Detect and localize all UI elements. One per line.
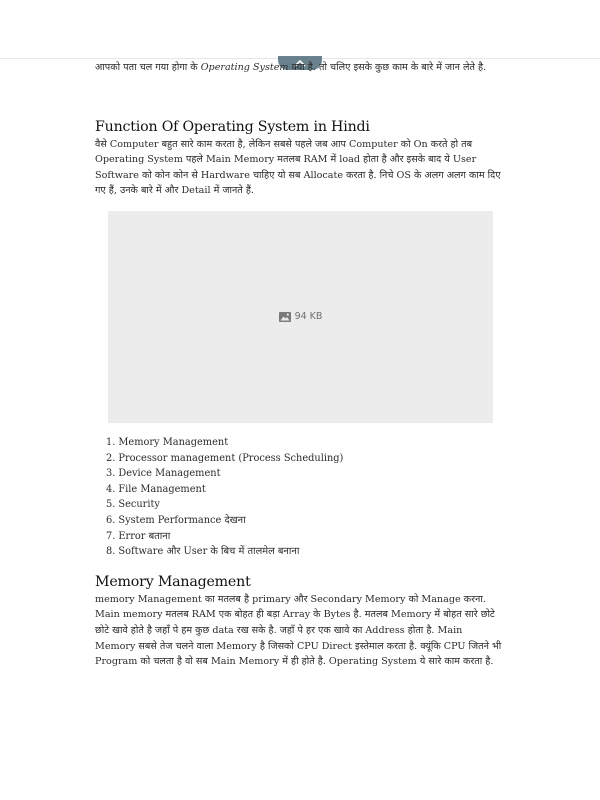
list-item (106, 529, 505, 545)
list-item-number: 6. (106, 514, 116, 526)
list-item (106, 497, 505, 513)
intro-text-prefix: आपको पता चल गया होगा के (95, 62, 201, 73)
list-item-label: Device Management (118, 468, 221, 480)
image-size-label: 94 KB (294, 311, 323, 323)
section-heading-memory: Memory Management (95, 573, 251, 590)
section-heading-function: Function Of Operating System in Hindi (95, 118, 370, 135)
list-item-number: 1. (106, 436, 116, 448)
list-item (106, 435, 505, 451)
intro-emphasis: Operating System (200, 62, 289, 73)
functions-list (95, 435, 505, 560)
list-item (106, 544, 505, 560)
list-item (106, 466, 505, 482)
intro-paragraph (95, 60, 505, 76)
memory-paragraph: memory Management का मतलब है primary और Secondary Memory को Manage करना. Main memory मतलब RAM एक बोहत ही बड़ा Array के Bytes है. मतलब Memory में बोहत सारे छोटे छोटे खावे होते है जहाँ पे हम कुछ data रख सके है. जहाँ पे हर एक खावे का Address होता है. Main Memory सबसे तेज चलने वाला Memory है जिसको CPU Direct इस्तेमाल करता है. क्यूंकि CPU जितने भी Program को चलता है वो सब Main Memory में ही होते है. Operating System ये सारे काम करता है. (95, 593, 502, 668)
list-item-label: Memory Management (118, 436, 229, 448)
image-placeholder[interactable] (108, 211, 493, 423)
intro-text-suffix: क्या है. तो चलिए इसके कुछ काम के बारे में जान लेते है. (288, 62, 487, 73)
list-item-label: File Management (118, 483, 206, 495)
list-item-label: Security (118, 499, 160, 511)
function-paragraph: वैसे Computer बहुत सारे काम करता है, लेकिन सबसे पहले जब आप Computer को On करते हो तब Operating System पहले Main Memory मतलब RAM में load होता है और इसके बाद ये User Software को कोन कोन से Hardware चाहिए यो सब Allocate करता है. निचे OS के अलग अलग काम दिए गए हैं, उनके बारे में और Detail में जानते हैं. (95, 138, 501, 197)
list-item (106, 482, 505, 498)
list-item-label: Software और User के बिच में तालमेल बनाना (118, 546, 300, 558)
list-item (106, 513, 505, 529)
list-item-label: Processor management (Process Scheduling) (118, 452, 344, 464)
list-item-number: 2. (106, 452, 116, 464)
image-icon (279, 312, 291, 322)
list-item-number: 3. (106, 468, 116, 480)
list-item-label: System Performance देखना (118, 514, 246, 526)
list-item-number: 7. (106, 530, 116, 542)
list-item-number: 8. (106, 546, 116, 558)
article-content (95, 58, 505, 670)
list-item-number: 5. (106, 499, 116, 511)
list-item-number: 4. (106, 483, 116, 495)
list-item-label: Error बताना (118, 530, 171, 542)
list-item (106, 451, 505, 467)
